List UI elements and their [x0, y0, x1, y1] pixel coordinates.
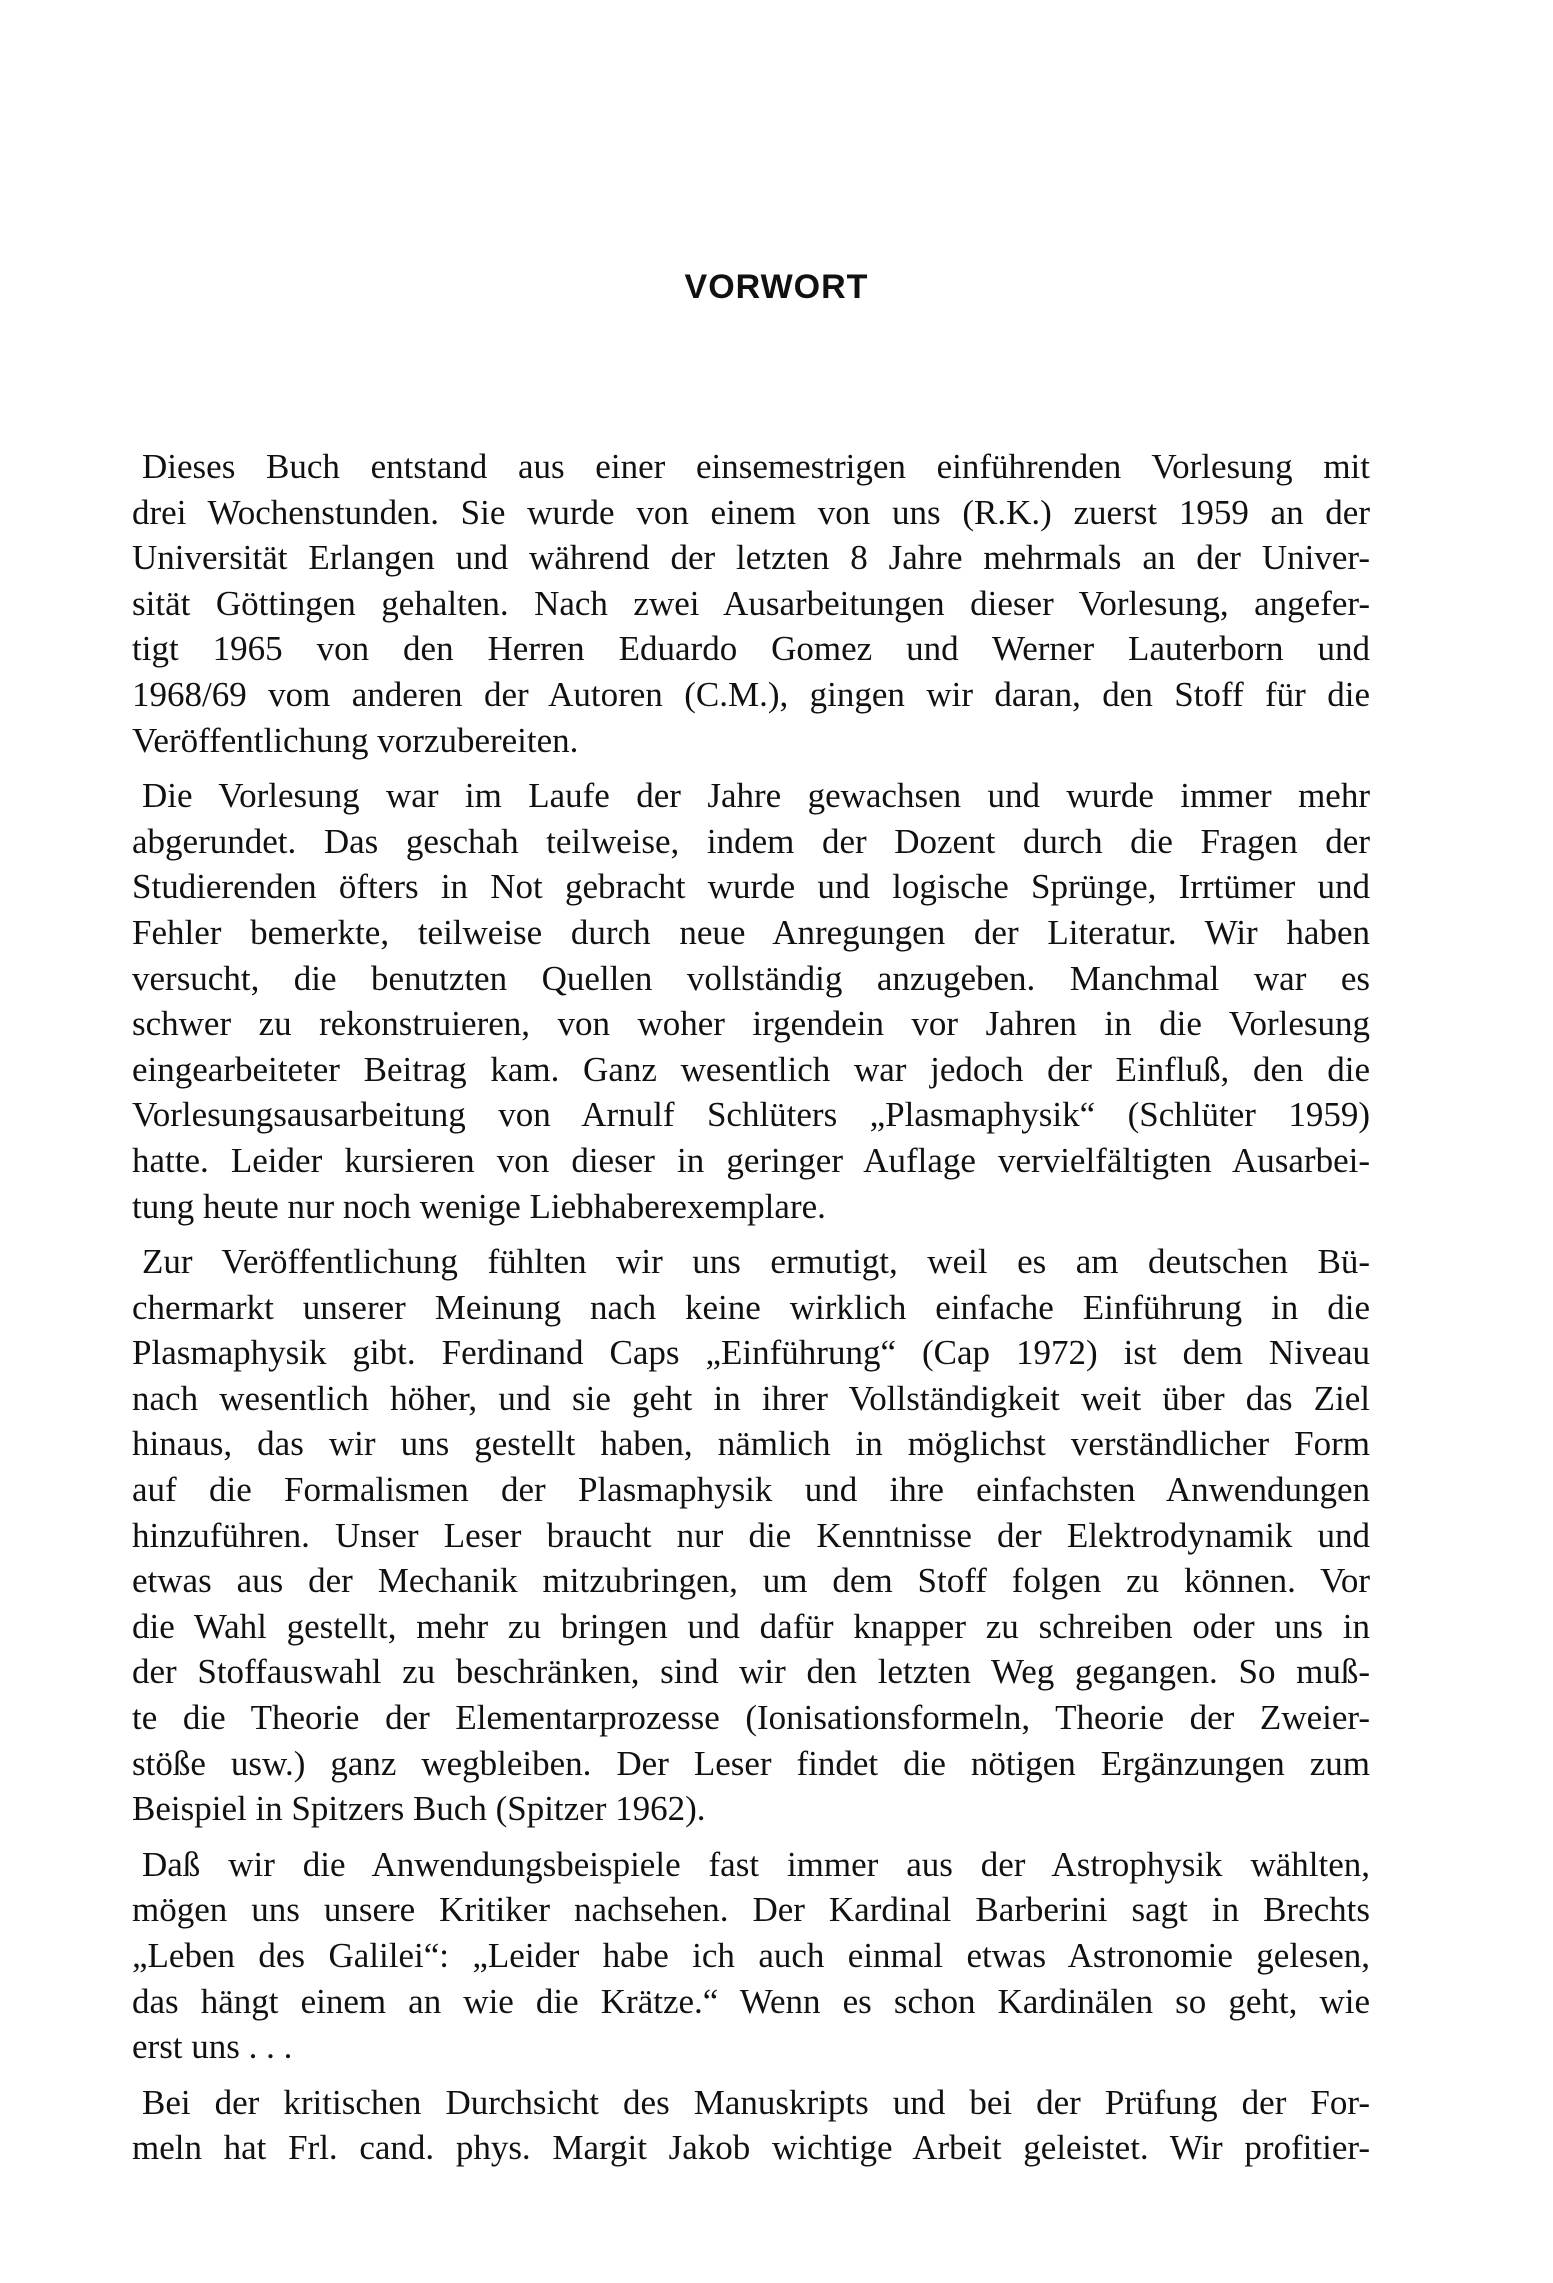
text-line: Beispiel in Spitzers Buch (Spitzer 1962). — [132, 1789, 706, 1829]
text-line: Bei der kritischen Durchsicht des Manuskripts und bei der Prüfung der For- — [142, 2082, 1370, 2122]
text-line: Veröffentlichung vorzubereiten. — [132, 720, 579, 760]
text-line: versucht, die benutzten Quellen vollständig anzugeben. Manchmal war es — [132, 958, 1370, 998]
text-line: die Wahl gestellt, mehr zu bringen und dafür knapper zu schreiben oder uns in — [132, 1606, 1370, 1646]
paragraph — [132, 2080, 1370, 2171]
text-line: der Stoffauswahl zu beschränken, sind wir den letzten Weg gegangen. So muß- — [132, 1652, 1370, 1692]
paragraph — [132, 773, 1370, 1229]
text-line: Plasmaphysik gibt. Ferdinand Caps „Einführung“ (Cap 1972) ist dem Niveau — [132, 1333, 1370, 1373]
page-title: VORWORT — [684, 268, 869, 306]
text-line: drei Wochenstunden. Sie wurde von einem von uns (R.K.) zuerst 1959 an der — [132, 492, 1370, 532]
text-line: auf die Formalismen der Plasmaphysik und ihre einfachsten Anwendungen — [132, 1470, 1370, 1510]
text-line: mögen uns unsere Kritiker nachsehen. Der Kardinal Barberini sagt in Brechts — [132, 1890, 1370, 1930]
text-line: Studierenden öfters in Not gebracht wurde und logische Sprünge, Irrtümer und — [132, 867, 1370, 907]
paragraph — [132, 444, 1370, 763]
preface-body — [132, 444, 1370, 2181]
text-line: Fehler bemerkte, teilweise durch neue Anregungen der Literatur. Wir haben — [132, 912, 1370, 952]
text-line: eingearbeiteter Beitrag kam. Ganz wesentlich war jedoch der Einfluß, den die — [132, 1049, 1370, 1089]
text-line: Daß wir die Anwendungsbeispiele fast immer aus der Astrophysik wählten, — [142, 1844, 1370, 1884]
text-line: stöße usw.) ganz wegbleiben. Der Leser findet die nötigen Ergänzungen zum — [132, 1743, 1370, 1783]
text-line: abgerundet. Das geschah teilweise, indem der Dozent durch die Fragen der — [132, 821, 1370, 861]
text-line: Zur Veröffentlichung fühlten wir uns ermutigt, weil es am deutschen Bü- — [142, 1242, 1370, 1282]
text-line: 1968/69 vom anderen der Autoren (C.M.), gingen wir daran, den Stoff für die — [132, 674, 1370, 714]
text-line: chermarkt unserer Meinung nach keine wirklich einfache Einführung in die — [132, 1287, 1370, 1327]
text-line: Die Vorlesung war im Laufe der Jahre gewachsen und wurde immer mehr — [142, 776, 1370, 816]
text-line: etwas aus der Mechanik mitzubringen, um dem Stoff folgen zu können. Vor — [132, 1561, 1370, 1601]
text-line: Dieses Buch entstand aus einer einsemestrigen einführenden Vorlesung mit — [142, 447, 1370, 486]
paragraph — [132, 1239, 1370, 1832]
text-line: schwer zu rekonstruieren, von woher irgendein vor Jahren in die Vorlesung — [132, 1004, 1370, 1044]
text-line: das hängt einem an wie die Krätze.“ Wenn es schon Kardinälen so geht, wie — [132, 1981, 1370, 2021]
text-line: nach wesentlich höher, und sie geht in ihrer Vollständigkeit weit über das Ziel — [132, 1378, 1370, 1418]
text-line: sität Göttingen gehalten. Nach zwei Ausarbeitungen dieser Vorlesung, angefer- — [132, 583, 1370, 623]
text-line: Universität Erlangen und während der letzten 8 Jahre mehrmals an der Univer- — [132, 538, 1370, 578]
text-line: hinzuführen. Unser Leser braucht nur die Kenntnisse der Elektrodynamik und — [132, 1515, 1370, 1555]
text-line: hinaus, das wir uns gestellt haben, nämlich in möglichst verständlicher Form — [132, 1424, 1370, 1464]
text-line: erst uns . . . — [132, 2027, 293, 2067]
paragraph — [132, 1842, 1370, 2070]
text-line: tigt 1965 von den Herren Eduardo Gomez und Werner Lauterborn und — [132, 629, 1370, 669]
text-line: tung heute nur noch wenige Liebhaberexemplare. — [132, 1186, 826, 1226]
text-line: „Leben des Galilei“: „Leider habe ich auch einmal etwas Astronomie gelesen, — [132, 1936, 1370, 1975]
text-line: te die Theorie der Elementarprozesse (Ionisationsformeln, Theorie der Zweier- — [132, 1698, 1370, 1738]
text-line: meln hat Frl. cand. phys. Margit Jakob wichtige Arbeit geleistet. Wir profitier- — [132, 2128, 1370, 2168]
text-line: Vorlesungsausarbeitung von Arnulf Schlüters „Plasmaphysik“ (Schlüter 1959) — [132, 1095, 1370, 1135]
text-line: hatte. Leider kursieren von dieser in geringer Auflage vervielfältigten Ausarbei- — [132, 1140, 1370, 1180]
